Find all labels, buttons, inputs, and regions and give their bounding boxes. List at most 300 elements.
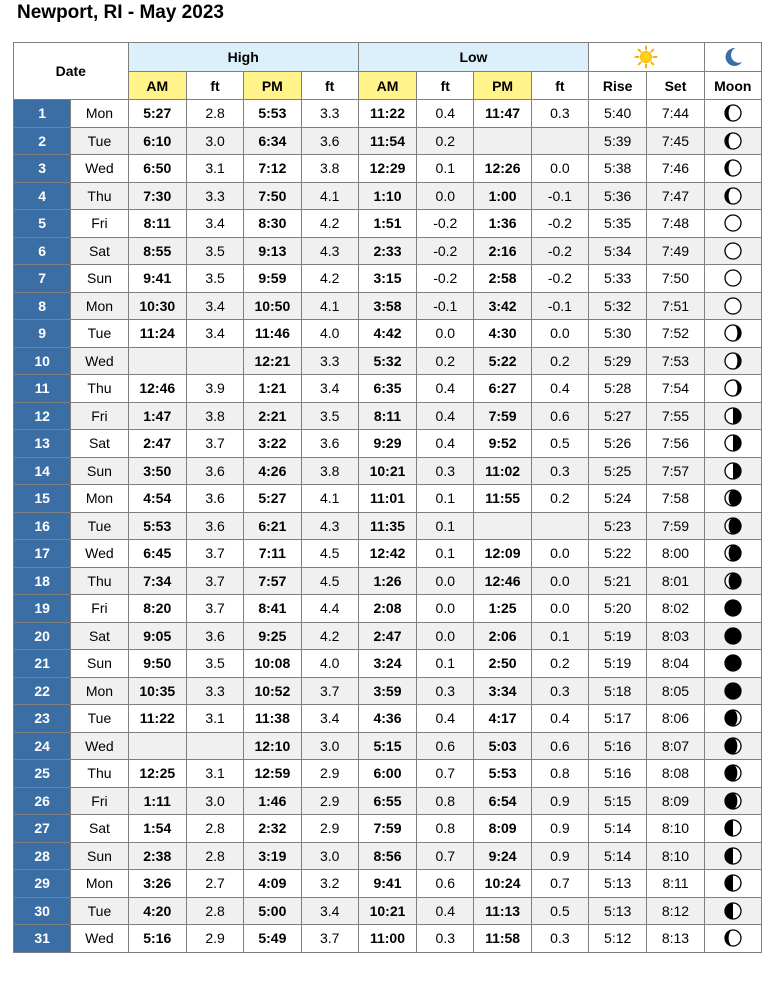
day-of-week: Fri — [71, 595, 128, 623]
high-pm-time: 7:12 — [244, 155, 301, 183]
sunrise-time: 5:36 — [589, 182, 647, 210]
low-am-header: AM — [358, 72, 416, 100]
table-row — [14, 292, 762, 320]
high-pm-height: 4.5 — [301, 540, 358, 568]
table-row — [14, 512, 762, 540]
high-am-time: 7:30 — [128, 182, 186, 210]
high-pm-ft-header: ft — [301, 72, 358, 100]
day-of-week: Sun — [71, 265, 128, 293]
moon-phase-cell — [704, 265, 761, 293]
high-am-time: 11:24 — [128, 320, 186, 348]
high-am-ft-header: ft — [186, 72, 243, 100]
low-pm-height: 0.6 — [531, 732, 588, 760]
day-of-week: Thu — [71, 182, 128, 210]
low-pm-time: 6:27 — [474, 375, 531, 403]
moon-phase-cell — [704, 705, 761, 733]
high-am-height: 3.0 — [186, 787, 243, 815]
low-pm-time: 12:26 — [474, 155, 531, 183]
sun-icon — [634, 45, 658, 69]
low-am-height: 0.2 — [417, 127, 474, 155]
sunrise-time: 5:20 — [589, 595, 647, 623]
low-am-time: 3:15 — [358, 265, 416, 293]
high-pm-time: 8:41 — [244, 595, 301, 623]
moon-phase-cell — [704, 842, 761, 870]
high-pm-time: 11:46 — [244, 320, 301, 348]
sunset-time: 7:45 — [647, 127, 704, 155]
low-am-time: 10:21 — [358, 457, 416, 485]
low-pm-height: 0.0 — [531, 567, 588, 595]
high-pm-height: 2.9 — [301, 787, 358, 815]
high-am-time: 8:20 — [128, 595, 186, 623]
sunset-time: 7:50 — [647, 265, 704, 293]
high-am-time: 6:45 — [128, 540, 186, 568]
tide-table — [13, 42, 762, 953]
day-number: 25 — [14, 760, 71, 788]
day-of-week: Wed — [71, 347, 128, 375]
sunrise-time: 5:17 — [589, 705, 647, 733]
day-number: 26 — [14, 787, 71, 815]
low-am-height: 0.2 — [417, 347, 474, 375]
low-pm-time: 11:55 — [474, 485, 531, 513]
low-pm-height: -0.1 — [531, 182, 588, 210]
moon-phase-cell — [704, 320, 761, 348]
moon-phase-cell — [704, 787, 761, 815]
day-of-week: Mon — [71, 292, 128, 320]
moon-phase-icon — [723, 708, 743, 728]
low-pm-height: 0.0 — [531, 320, 588, 348]
high-pm-height: 4.2 — [301, 210, 358, 238]
high-pm-height: 4.0 — [301, 320, 358, 348]
low-pm-time: 9:24 — [474, 842, 531, 870]
low-pm-height — [531, 512, 588, 540]
moon-phase-icon — [723, 488, 743, 508]
low-pm-time: 10:24 — [474, 870, 531, 898]
low-am-height: -0.2 — [417, 210, 474, 238]
low-pm-height: 0.3 — [531, 457, 588, 485]
low-pm-height: -0.2 — [531, 237, 588, 265]
high-pm-height: 3.8 — [301, 457, 358, 485]
moon-header: Moon — [704, 72, 761, 100]
low-am-height: -0.1 — [417, 292, 474, 320]
low-pm-time: 11:13 — [474, 897, 531, 925]
tide-body — [14, 100, 762, 953]
low-am-time: 1:26 — [358, 567, 416, 595]
sunset-time: 8:09 — [647, 787, 704, 815]
high-pm-time: 5:00 — [244, 897, 301, 925]
table-row — [14, 237, 762, 265]
high-am-height: 3.7 — [186, 595, 243, 623]
table-row — [14, 897, 762, 925]
low-pm-time: 3:42 — [474, 292, 531, 320]
high-am-time: 9:50 — [128, 650, 186, 678]
high-am-height: 3.6 — [186, 485, 243, 513]
high-pm-time: 4:09 — [244, 870, 301, 898]
high-pm-height: 3.0 — [301, 842, 358, 870]
high-am-height: 3.0 — [186, 127, 243, 155]
sunrise-time: 5:14 — [589, 815, 647, 843]
moon-phase-cell — [704, 155, 761, 183]
low-pm-height: 0.2 — [531, 347, 588, 375]
low-pm-height: 0.4 — [531, 705, 588, 733]
high-pm-height: 4.1 — [301, 485, 358, 513]
sunrise-time: 5:19 — [589, 650, 647, 678]
high-pm-height: 4.1 — [301, 292, 358, 320]
low-header: Low — [358, 43, 588, 72]
low-am-time: 5:32 — [358, 347, 416, 375]
low-pm-time: 12:09 — [474, 540, 531, 568]
high-pm-height: 4.2 — [301, 622, 358, 650]
table-row — [14, 595, 762, 623]
day-number: 10 — [14, 347, 71, 375]
sunrise-time: 5:33 — [589, 265, 647, 293]
high-am-time: 12:25 — [128, 760, 186, 788]
high-am-time: 4:54 — [128, 485, 186, 513]
sunset-time: 8:01 — [647, 567, 704, 595]
moon-phase-cell — [704, 540, 761, 568]
high-am-height: 3.1 — [186, 760, 243, 788]
high-am-height: 2.8 — [186, 897, 243, 925]
day-number: 28 — [14, 842, 71, 870]
day-of-week: Wed — [71, 540, 128, 568]
sunset-time: 8:10 — [647, 815, 704, 843]
sunset-time: 8:02 — [647, 595, 704, 623]
sunset-time: 7:56 — [647, 430, 704, 458]
high-am-time: 4:20 — [128, 897, 186, 925]
page-title: Newport, RI - May 2023 — [17, 2, 224, 23]
low-am-height: 0.1 — [417, 485, 474, 513]
sunrise-time: 5:40 — [589, 100, 647, 128]
sunrise-time: 5:29 — [589, 347, 647, 375]
day-of-week: Tue — [71, 320, 128, 348]
sunrise-time: 5:34 — [589, 237, 647, 265]
low-am-time: 5:15 — [358, 732, 416, 760]
day-number: 13 — [14, 430, 71, 458]
low-am-height: -0.2 — [417, 237, 474, 265]
high-am-time: 2:38 — [128, 842, 186, 870]
high-am-height: 2.9 — [186, 925, 243, 953]
day-number: 17 — [14, 540, 71, 568]
low-am-time: 2:47 — [358, 622, 416, 650]
low-am-height: 0.0 — [417, 595, 474, 623]
low-pm-height: 0.5 — [531, 430, 588, 458]
moon-phase-icon — [723, 598, 743, 618]
table-row — [14, 540, 762, 568]
high-pm-height: 3.5 — [301, 402, 358, 430]
low-pm-height: 0.4 — [531, 375, 588, 403]
high-am-time: 12:46 — [128, 375, 186, 403]
sunrise-time: 5:18 — [589, 677, 647, 705]
low-am-height: 0.6 — [417, 732, 474, 760]
high-pm-height: 4.4 — [301, 595, 358, 623]
moon-phase-cell — [704, 567, 761, 595]
table-row — [14, 457, 762, 485]
sunset-time: 8:05 — [647, 677, 704, 705]
low-am-time: 11:35 — [358, 512, 416, 540]
table-row — [14, 925, 762, 953]
low-am-height: 0.4 — [417, 402, 474, 430]
low-pm-time: 1:36 — [474, 210, 531, 238]
day-number: 19 — [14, 595, 71, 623]
sunrise-time: 5:19 — [589, 622, 647, 650]
high-am-time: 8:55 — [128, 237, 186, 265]
high-pm-height: 3.2 — [301, 870, 358, 898]
high-pm-time: 1:46 — [244, 787, 301, 815]
moon-phase-icon — [723, 543, 743, 563]
table-row — [14, 787, 762, 815]
moon-phase-icon — [723, 626, 743, 646]
low-pm-time: 5:22 — [474, 347, 531, 375]
high-pm-time: 7:57 — [244, 567, 301, 595]
high-pm-time: 2:32 — [244, 815, 301, 843]
high-am-height: 3.6 — [186, 622, 243, 650]
high-pm-height: 3.4 — [301, 375, 358, 403]
table-row — [14, 182, 762, 210]
low-am-height: 0.4 — [417, 430, 474, 458]
low-am-time: 11:00 — [358, 925, 416, 953]
day-number: 3 — [14, 155, 71, 183]
low-pm-time — [474, 512, 531, 540]
day-number: 6 — [14, 237, 71, 265]
day-number: 21 — [14, 650, 71, 678]
table-row — [14, 815, 762, 843]
table-row — [14, 375, 762, 403]
day-of-week: Fri — [71, 787, 128, 815]
high-am-height: 3.5 — [186, 650, 243, 678]
low-am-height: 0.4 — [417, 375, 474, 403]
low-am-time: 2:08 — [358, 595, 416, 623]
moon-phase-icon — [723, 158, 743, 178]
day-of-week: Thu — [71, 375, 128, 403]
high-am-height — [186, 347, 243, 375]
high-pm-time: 11:38 — [244, 705, 301, 733]
table-row — [14, 870, 762, 898]
high-pm-time: 5:49 — [244, 925, 301, 953]
sunset-time: 8:03 — [647, 622, 704, 650]
high-pm-time: 2:21 — [244, 402, 301, 430]
day-of-week: Mon — [71, 870, 128, 898]
sunset-time: 8:10 — [647, 842, 704, 870]
table-row — [14, 732, 762, 760]
low-am-time: 3:58 — [358, 292, 416, 320]
day-of-week: Mon — [71, 100, 128, 128]
moon-header-icon-cell — [704, 43, 761, 72]
moon-phase-cell — [704, 870, 761, 898]
day-of-week: Sat — [71, 622, 128, 650]
low-am-time: 11:01 — [358, 485, 416, 513]
low-am-height: 0.3 — [417, 457, 474, 485]
moon-phase-icon — [723, 406, 743, 426]
low-am-time: 4:36 — [358, 705, 416, 733]
high-am-header: AM — [128, 72, 186, 100]
high-am-height: 3.5 — [186, 265, 243, 293]
low-am-time: 6:35 — [358, 375, 416, 403]
high-pm-time: 12:21 — [244, 347, 301, 375]
low-am-height: 0.3 — [417, 677, 474, 705]
day-of-week: Tue — [71, 705, 128, 733]
high-pm-time: 7:50 — [244, 182, 301, 210]
day-number: 1 — [14, 100, 71, 128]
day-of-week: Wed — [71, 732, 128, 760]
low-am-height: 0.1 — [417, 512, 474, 540]
day-of-week: Sun — [71, 650, 128, 678]
high-am-height: 2.7 — [186, 870, 243, 898]
moon-phase-cell — [704, 650, 761, 678]
high-pm-time: 10:08 — [244, 650, 301, 678]
low-am-height: 0.7 — [417, 760, 474, 788]
table-row — [14, 430, 762, 458]
high-am-time: 1:47 — [128, 402, 186, 430]
low-pm-time: 7:59 — [474, 402, 531, 430]
day-number: 27 — [14, 815, 71, 843]
moon-phase-icon — [723, 763, 743, 783]
moon-phase-cell — [704, 127, 761, 155]
moon-phase-cell — [704, 182, 761, 210]
high-am-height: 3.4 — [186, 292, 243, 320]
moon-phase-cell — [704, 210, 761, 238]
high-am-height: 3.3 — [186, 677, 243, 705]
day-number: 5 — [14, 210, 71, 238]
low-am-time: 3:59 — [358, 677, 416, 705]
sunrise-time: 5:13 — [589, 897, 647, 925]
high-pm-time: 8:30 — [244, 210, 301, 238]
low-am-height: 0.4 — [417, 705, 474, 733]
high-am-time: 10:35 — [128, 677, 186, 705]
high-pm-height: 3.3 — [301, 100, 358, 128]
high-am-height: 3.6 — [186, 457, 243, 485]
high-am-height: 3.8 — [186, 402, 243, 430]
sunset-time: 7:58 — [647, 485, 704, 513]
low-pm-height: 0.8 — [531, 760, 588, 788]
low-pm-height: 0.0 — [531, 540, 588, 568]
low-pm-height: 0.9 — [531, 815, 588, 843]
high-pm-height: 4.5 — [301, 567, 358, 595]
low-am-height: 0.3 — [417, 925, 474, 953]
moon-phase-cell — [704, 292, 761, 320]
sunrise-time: 5:12 — [589, 925, 647, 953]
high-am-time: 9:41 — [128, 265, 186, 293]
low-am-time: 8:56 — [358, 842, 416, 870]
sunrise-time: 5:27 — [589, 402, 647, 430]
moon-phase-icon — [723, 131, 743, 151]
high-pm-height: 3.8 — [301, 155, 358, 183]
day-number: 11 — [14, 375, 71, 403]
sunset-time: 7:55 — [647, 402, 704, 430]
moon-phase-icon — [723, 901, 743, 921]
low-pm-time: 11:02 — [474, 457, 531, 485]
high-am-height: 2.8 — [186, 842, 243, 870]
day-number: 7 — [14, 265, 71, 293]
sunrise-time: 5:25 — [589, 457, 647, 485]
moon-phase-cell — [704, 512, 761, 540]
high-am-time: 6:10 — [128, 127, 186, 155]
low-pm-height: 0.3 — [531, 925, 588, 953]
high-am-time: 3:26 — [128, 870, 186, 898]
moon-phase-cell — [704, 595, 761, 623]
high-pm-height: 4.2 — [301, 265, 358, 293]
low-am-height: 0.1 — [417, 155, 474, 183]
day-of-week: Sat — [71, 815, 128, 843]
high-pm-height: 3.6 — [301, 430, 358, 458]
high-pm-time: 9:59 — [244, 265, 301, 293]
day-of-week: Sun — [71, 457, 128, 485]
low-pm-time: 1:00 — [474, 182, 531, 210]
low-pm-height: 0.2 — [531, 650, 588, 678]
high-pm-height: 3.4 — [301, 897, 358, 925]
sunrise-time: 5:39 — [589, 127, 647, 155]
low-pm-time: 4:30 — [474, 320, 531, 348]
low-pm-height: -0.2 — [531, 265, 588, 293]
sunrise-time: 5:23 — [589, 512, 647, 540]
low-am-height: 0.0 — [417, 320, 474, 348]
low-pm-height — [531, 127, 588, 155]
high-pm-height: 4.3 — [301, 512, 358, 540]
moon-phase-cell — [704, 732, 761, 760]
day-number: 2 — [14, 127, 71, 155]
sunrise-time: 5:38 — [589, 155, 647, 183]
table-row — [14, 677, 762, 705]
low-pm-height: -0.1 — [531, 292, 588, 320]
high-am-height: 3.6 — [186, 512, 243, 540]
moon-phase-cell — [704, 402, 761, 430]
sunrise-time: 5:16 — [589, 760, 647, 788]
sunrise-time: 5:30 — [589, 320, 647, 348]
table-row — [14, 567, 762, 595]
low-pm-time: 4:17 — [474, 705, 531, 733]
sunset-header: Set — [647, 72, 704, 100]
day-number: 14 — [14, 457, 71, 485]
day-of-week: Sat — [71, 237, 128, 265]
low-am-height: 0.6 — [417, 870, 474, 898]
high-am-time: 7:34 — [128, 567, 186, 595]
moon-phase-icon — [723, 268, 743, 288]
low-am-time: 8:11 — [358, 402, 416, 430]
high-am-time: 8:11 — [128, 210, 186, 238]
sunrise-time: 5:16 — [589, 732, 647, 760]
moon-phase-icon — [723, 681, 743, 701]
low-pm-height: 0.1 — [531, 622, 588, 650]
high-am-time: 5:27 — [128, 100, 186, 128]
moon-phase-icon — [723, 928, 743, 948]
high-pm-height: 3.6 — [301, 127, 358, 155]
table-row — [14, 127, 762, 155]
low-pm-height: 0.3 — [531, 100, 588, 128]
low-am-time: 10:21 — [358, 897, 416, 925]
low-am-time: 9:41 — [358, 870, 416, 898]
high-pm-height: 2.9 — [301, 815, 358, 843]
day-of-week: Mon — [71, 485, 128, 513]
high-pm-height: 3.4 — [301, 705, 358, 733]
moon-phase-icon — [723, 873, 743, 893]
high-am-height: 3.9 — [186, 375, 243, 403]
day-number: 4 — [14, 182, 71, 210]
high-pm-time: 9:25 — [244, 622, 301, 650]
moon-phase-icon — [723, 213, 743, 233]
high-am-time: 2:47 — [128, 430, 186, 458]
low-am-height: -0.2 — [417, 265, 474, 293]
sunset-time: 7:48 — [647, 210, 704, 238]
high-am-time: 5:53 — [128, 512, 186, 540]
high-am-height: 3.7 — [186, 430, 243, 458]
day-number: 31 — [14, 925, 71, 953]
low-pm-height: 0.0 — [531, 155, 588, 183]
low-pm-time: 11:47 — [474, 100, 531, 128]
low-pm-height: 0.7 — [531, 870, 588, 898]
moon-phase-icon — [723, 461, 743, 481]
low-am-height: 0.1 — [417, 650, 474, 678]
low-pm-ft-header: ft — [531, 72, 588, 100]
day-of-week: Thu — [71, 567, 128, 595]
sunrise-time: 5:26 — [589, 430, 647, 458]
